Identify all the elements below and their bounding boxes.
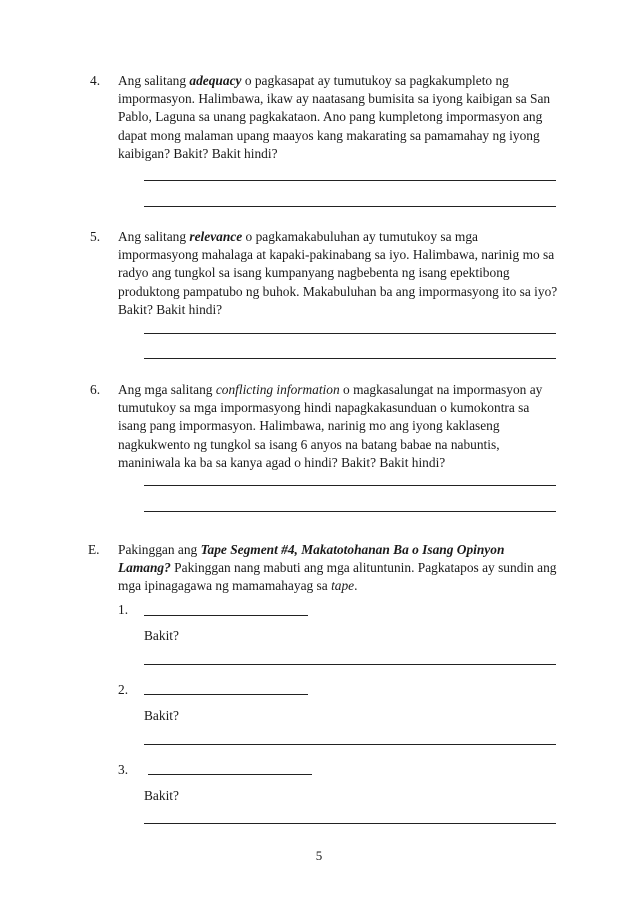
item-number: 3. [118,762,129,777]
short-answer-line[interactable] [148,774,312,775]
question-item-6 [90,381,558,472]
answer-item-3 [118,761,558,831]
item-text: Ang salitang relevance o pagkamakabuluhan ay tumutukoy sa mga impormasyong mahalaga at kapaki-pakinabang sa iyo. Halimbawa, narinig mo sa radyo ang tungkol sa isang kumpanyang nagbebenta ng isang epektibong produktong pampatubo ng buhok. Makabuluhan ba ang impormasyong ito sa iyo? Bakit? Bakit hindi? [118,229,558,317]
answer-item-2 [118,681,558,751]
term-relevance: relevance [189,229,243,244]
answer-line[interactable] [144,206,556,207]
answer-line[interactable] [144,744,556,745]
page-number: 5 [315,848,323,863]
answer-line[interactable] [144,358,556,359]
item-number: 6. [90,382,101,397]
bakit-label: Bakit? [144,708,179,723]
item-number: 2. [118,682,129,697]
item-text: Ang mga salitang conflicting information o magkasalungat na impormasyon ay tumutukoy sa mga impormasyong hindi napagkakasunduan o kumokontra sa isang pang impormasyon. Halimbawa, narinig mo ang iyong kaklaseng nagkukwento ng tungkol sa isang 6 anyos na batang babae na nabuntis, maniniwala ka ba sa kanya agad o hindi? Bakit? Bakit hindi? [118,382,543,470]
item-number: 4. [90,73,101,88]
short-answer-line[interactable] [144,694,308,695]
item-number: 5. [90,229,101,244]
section-instructions: Pakinggan ang Tape Segment #4, Makatotohanan Ba o Isang Opinyon Lamang? Pakinggan nang mabuti ang mga alituntunin. Pagkatapos ay sundin ang mga ipinagagawa ng mamamahayag sa tape. [118,542,557,594]
answer-line[interactable] [144,664,556,665]
answer-line[interactable] [144,823,556,824]
term-adequacy: adequacy [189,73,242,88]
item-text: Ang salitang adequacy o pagkasapat ay tumutukoy sa pagkakumpleto ng impormasyon. Halimbawa, ikaw ay naatasang bumisita sa iyong kaibigan sa San Pablo, Laguna sa unang pagkakataon. Ano pang kumpletong impormasyon ang dapat mong malaman upang maayos kang makarating sa pamamahay ng iyong kaibigan? Bakit? Bakit hindi? [118,73,551,161]
section-e [88,541,558,596]
bakit-label: Bakit? [144,788,179,803]
section-letter: E. [88,542,100,557]
question-item-4 [90,72,558,163]
answer-item-1 [118,601,558,671]
question-item-5 [90,228,558,319]
tape-segment-title: Tape Segment #4, Makatotohanan Ba o Isang Opinyon Lamang? [118,542,505,576]
bakit-label: Bakit? [144,628,179,643]
answer-line[interactable] [144,333,556,334]
item-number: 1. [118,602,129,617]
short-answer-line[interactable] [144,615,308,616]
answer-line[interactable] [144,485,556,486]
answer-line[interactable] [144,511,556,512]
term-conflicting-information: conflicting information [215,382,340,397]
answer-line[interactable] [144,180,556,181]
